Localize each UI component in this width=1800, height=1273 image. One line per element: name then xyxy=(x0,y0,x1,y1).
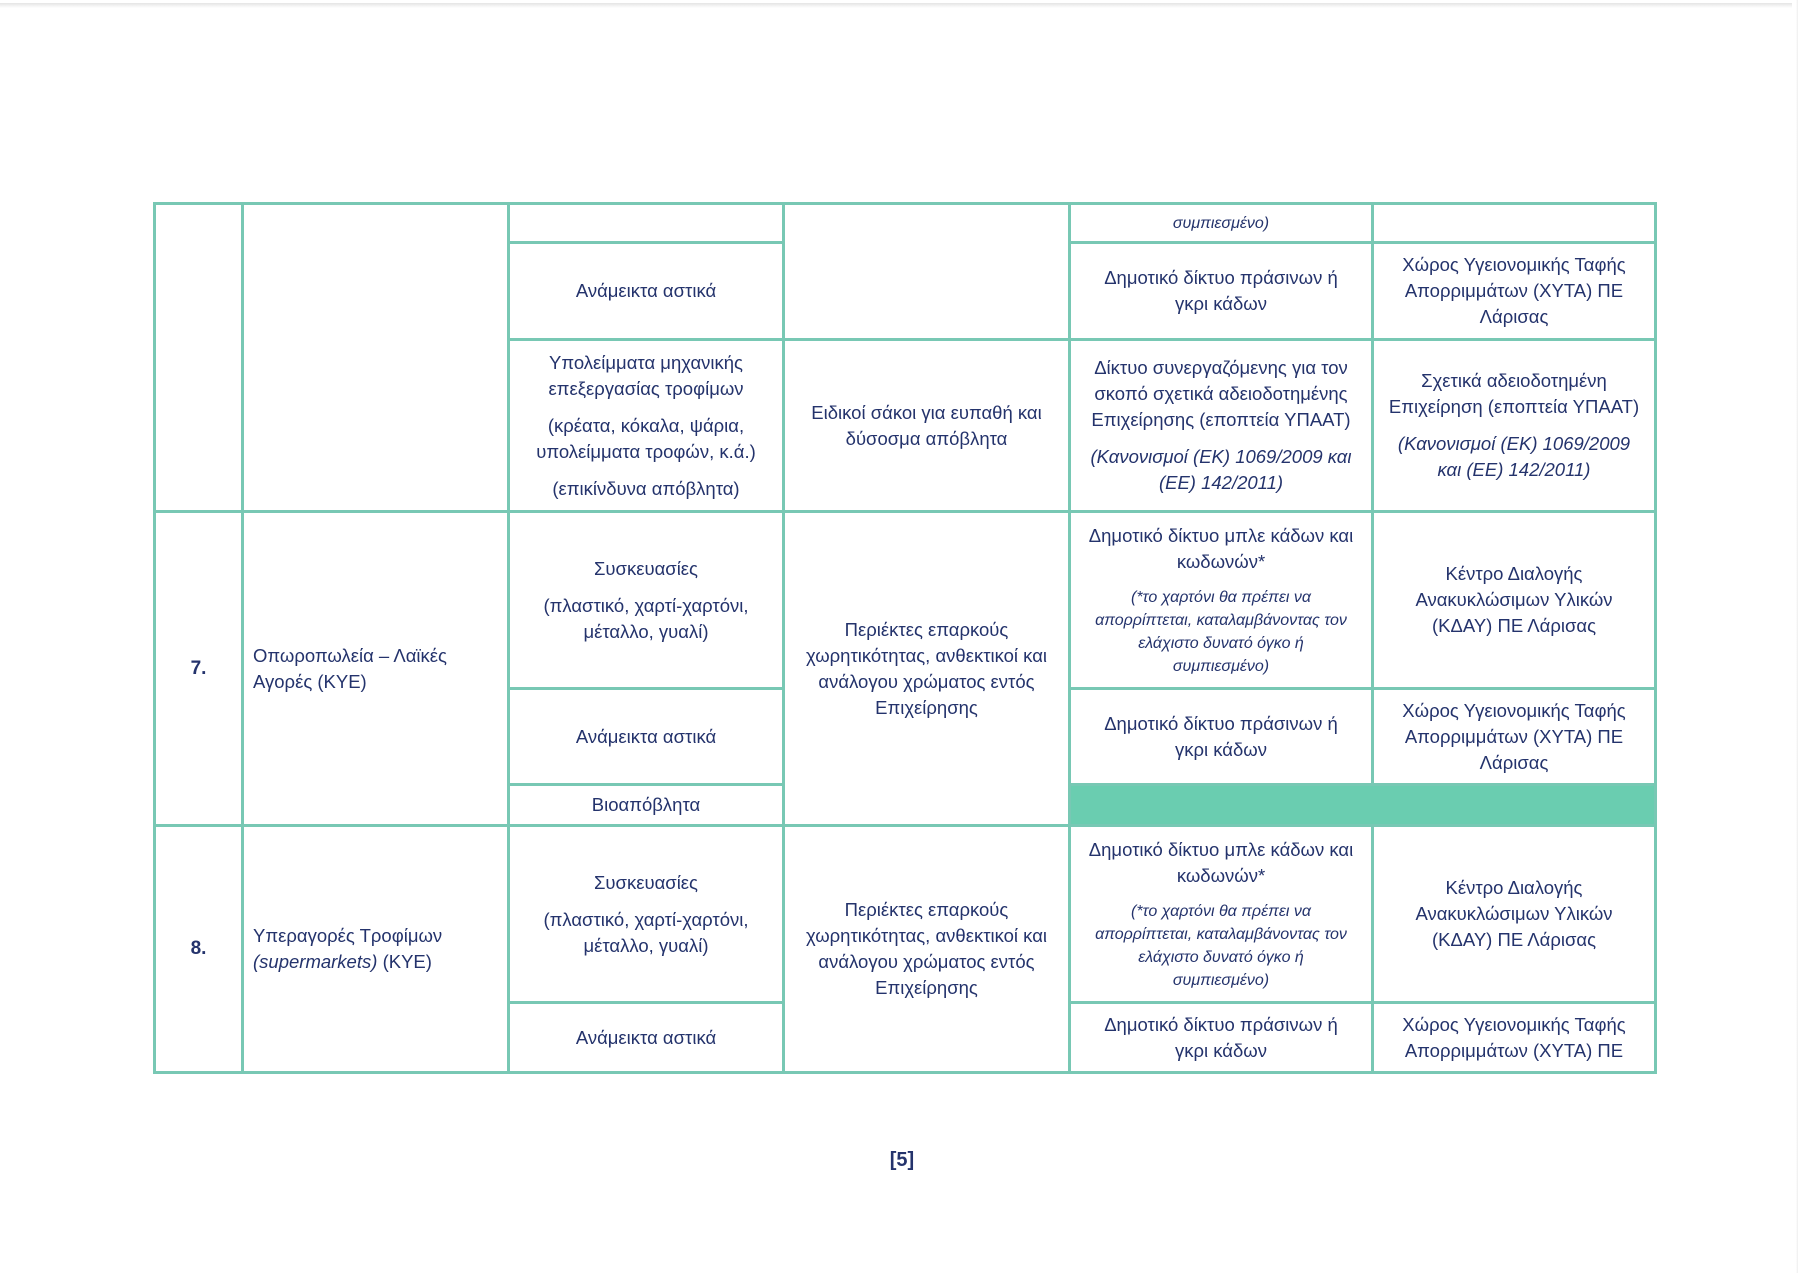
sec6-name-cell xyxy=(244,205,507,510)
sec6-food-residues-containers: Ειδικοί σάκοι για ευπαθή και δύσοσμα απόβλητα xyxy=(811,401,1042,449)
sec8-name-suffix: (ΚΥΕ) xyxy=(382,951,432,972)
sec8-packaging-destination: Κέντρο Διαλογής Ανακυκλώσιμων Υλικών (ΚΔΑΥ) ΠΕ Λάρισας xyxy=(1415,877,1613,950)
sec7-packaging-materials: (πλαστικό, χαρτί-χαρτόνι, μέταλλο, γυαλί) xyxy=(543,594,749,642)
sec8-mixed-collection-cell xyxy=(1071,1004,1371,1071)
sec7-bio-waste-cell xyxy=(510,786,782,824)
scan-edge-right xyxy=(1796,0,1798,1273)
sec6-number-cell xyxy=(156,205,241,510)
sec8-containers-cell xyxy=(785,827,1068,1071)
sec8-mixed-collection: Δημοτικό δίκτυο πράσινων ή γκρι κάδων xyxy=(1104,1013,1338,1061)
sec6-food-residues-destination: Σχετικά αδειοδοτημένη Επιχείρηση (εποπτεία ΥΠΑΑΤ) xyxy=(1388,370,1640,417)
sec6-mixed-collection-cell xyxy=(1071,244,1371,338)
sec7-name: Οπωροπωλεία – Λαϊκές Αγορές (ΚΥΕ) xyxy=(253,644,447,692)
sec7-mixed-collection-cell xyxy=(1071,690,1371,783)
sec6-packaging-destination-cell xyxy=(1374,205,1654,241)
sec8-packaging-collection-note: (*το χαρτόνι θα πρέπει να απορρίπτεται, καταλαμβάνοντας τον ελάχιστο δυνατό όγκο ή συμπιεσμένο) xyxy=(1095,902,1347,989)
sec8-name-line1: Υπεραγορές Τροφίμων xyxy=(253,925,443,946)
sec8-name-line2 xyxy=(253,949,432,975)
sec8-mixed-waste-cell xyxy=(510,1004,782,1071)
sec6-packaging-collection-cell xyxy=(1071,205,1371,241)
sec6-mixed-destination-cell xyxy=(1374,244,1654,338)
sec7-containers: Περιέκτες επαρκούς χωρητικότητας, ανθεκτικοί και ανάλογου χρώματος εντός Επιχείρησης xyxy=(805,618,1047,718)
sec7-bio-shaded-band xyxy=(1071,786,1654,824)
sec8-packaging-waste-cell xyxy=(510,827,782,1001)
sec8-containers: Περιέκτες επαρκούς χωρητικότητας, ανθεκτικοί και ανάλογου χρώματος εντός Επιχείρησης xyxy=(805,899,1047,998)
sec6-food-residues-destination-regulation: (Κανονισμοί (ΕΚ) 1069/2009 και (ΕΕ) 142/2011) xyxy=(1397,433,1631,480)
sec8-packaging-waste: Συσκευασίες xyxy=(594,871,698,893)
sec7-packaging-waste-cell xyxy=(510,513,782,687)
sec7-packaging-collection: Δημοτικό δίκτυο μπλε κάδων και κωδωνών* xyxy=(1088,524,1354,572)
sec7-packaging-collection-note: (*το χαρτόνι θα πρέπει να απορρίπτεται, καταλαμβάνοντας τον ελάχιστο δυνατό όγκο ή συμπιεσμένο) xyxy=(1095,588,1347,675)
page-number: [5] xyxy=(889,1149,915,1171)
sec6-packaging-containers-cell xyxy=(785,205,1068,338)
sec6-packaging-waste-cell xyxy=(510,205,782,241)
scan-edge-top xyxy=(0,3,1792,8)
sec7-packaging-waste: Συσκευασίες xyxy=(594,557,698,579)
sec8-packaging-materials: (πλαστικό, χαρτί-χαρτόνι, μέταλλο, γυαλί) xyxy=(543,908,749,956)
sec8-mixed-destination-cell xyxy=(1374,1004,1654,1071)
sec6-packaging-collection-note: συμπιεσμένο) xyxy=(1172,214,1270,232)
sec7-mixed-waste: Ανάμεικτα αστικά xyxy=(575,725,717,747)
sec8-mixed-destination: Χώρος Υγειονομικής Ταφής Απορριμμάτων (ΧΥΤΑ) ΠΕ xyxy=(1402,1013,1626,1061)
sec6-food-residues-collection-cell xyxy=(1071,341,1371,510)
sec7-mixed-destination-cell xyxy=(1374,690,1654,783)
sec6-food-residues-collection: Δίκτυο συνεργαζόμενης για τον σκοπό σχετικά αδειοδοτημένης Επιχείρησης (εποπτεία ΥΠΑΑΤ) xyxy=(1091,357,1351,430)
sec7-mixed-collection: Δημοτικό δίκτυο πράσινων ή γκρι κάδων xyxy=(1104,712,1338,760)
sec6-mixed-collection: Δημοτικό δίκτυο πράσινων ή γκρι κάδων xyxy=(1104,267,1338,314)
sec6-food-residues-containers-cell xyxy=(785,341,1068,510)
sec7-number: 7. xyxy=(190,657,207,679)
waste-management-table xyxy=(153,202,1657,1074)
sec6-food-residues-class: (επικίνδυνα απόβλητα) xyxy=(552,477,740,499)
sec7-bio-waste: Βιοαπόβλητα xyxy=(591,794,701,815)
sec6-food-residues-destination-cell xyxy=(1374,341,1654,510)
sec8-number-cell xyxy=(156,827,241,1071)
sec6-food-residues-collection-regulation: (Κανονισμοί (ΕΚ) 1069/2009 και (ΕΕ) 142/2011) xyxy=(1090,446,1352,493)
sec6-food-residues-examples: (κρέατα, κόκαλα, ψάρια, υπολείμματα τροφών, κ.ά.) xyxy=(536,414,756,462)
sec6-mixed-destination: Χώρος Υγειονομικής Ταφής Απορριμμάτων (ΧΥΤΑ) ΠΕ Λάρισας xyxy=(1402,254,1626,327)
sec7-mixed-waste-cell xyxy=(510,690,782,783)
sec7-mixed-destination: Χώρος Υγειονομικής Ταφής Απορριμμάτων (ΧΥΤΑ) ΠΕ Λάρισας xyxy=(1402,699,1626,773)
sec8-name-cell xyxy=(244,827,507,1071)
sec8-packaging-collection: Δημοτικό δίκτυο μπλε κάδων και κωδωνών* xyxy=(1088,838,1354,886)
sec8-packaging-destination-cell xyxy=(1374,827,1654,1001)
sec8-number: 8. xyxy=(190,938,207,959)
sec7-packaging-destination: Κέντρο Διαλογής Ανακυκλώσιμων Υλικών (ΚΔΑΥ) ΠΕ Λάρισας xyxy=(1415,563,1613,636)
sec7-containers-cell xyxy=(785,513,1068,824)
sec8-name-italic: (supermarkets) xyxy=(253,951,378,972)
sec8-packaging-collection-cell xyxy=(1071,827,1371,1001)
sec7-name-cell xyxy=(244,513,507,824)
sec6-mixed-waste: Ανάμεικτα αστικά xyxy=(575,280,717,301)
sec7-packaging-collection-cell xyxy=(1071,513,1371,687)
sec6-food-residues-waste: Υπολείμματα μηχανικής επεξεργασίας τροφίμων xyxy=(548,351,744,399)
sec6-mixed-waste-cell xyxy=(510,244,782,338)
sec7-number-cell xyxy=(156,513,241,824)
sec6-food-residues-waste-cell xyxy=(510,341,782,510)
sec7-packaging-destination-cell xyxy=(1374,513,1654,687)
sec8-mixed-waste: Ανάμεικτα αστικά xyxy=(575,1026,717,1048)
